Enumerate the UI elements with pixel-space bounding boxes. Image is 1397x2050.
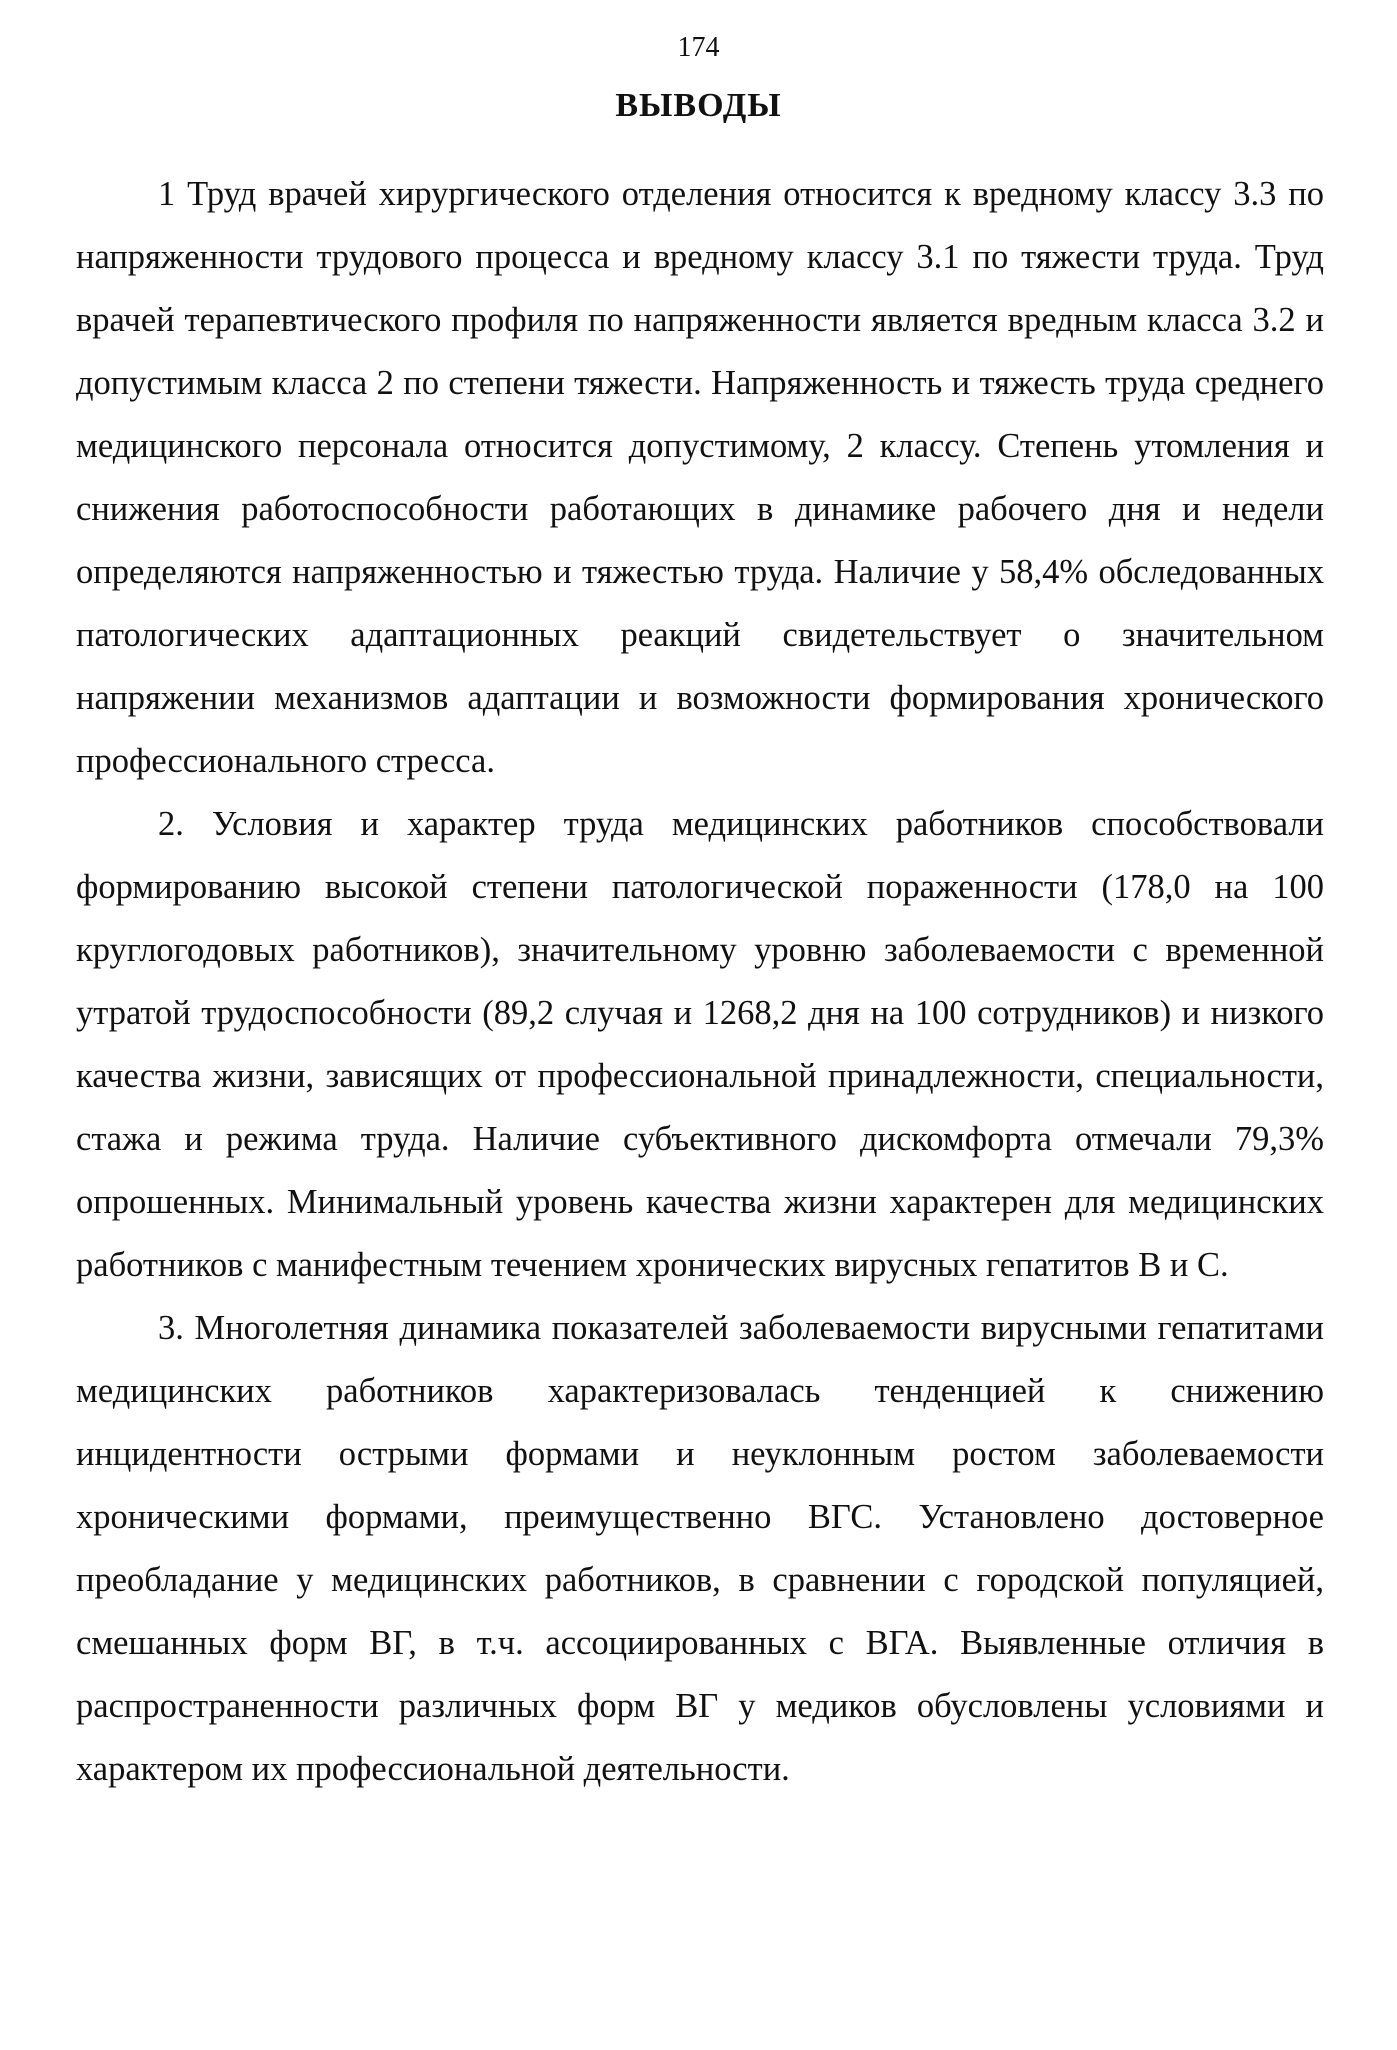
conclusion-paragraph-3: 3. Многолетняя динамика показателей заболеваемости вирусными гепатитами медицинских работников характеризовалась тенденцией к снижению инцидентности острыми формами и неуклонным ростом заболеваемости хроническими формами, преимущественно ВГС. Установлено достоверное преобладание у медицинских работников, в сравнении с городской популяцией, смешанных форм ВГ, в т.ч. ассоциированных с ВГА. Выявленные отличия в распространенности различных форм ВГ у медиков обусловлены условиями и характером их профессиональной деятельности. bbox=[76, 1309, 1324, 1788]
conclusion-paragraph-1: 1 Труд врачей хирургического отделения относится к вредному классу 3.3 по напряженности трудового процесса и вредному классу 3.1 по тяжести труда. Труд врачей терапевтического профиля по напряженности является вредным класса 3.2 и допустимым класса 2 по степени тяжести. Напряженность и тяжесть труда среднего медицинского персонала относится допустимому, 2 классу. Степень утомления и снижения работоспособности работающих в динамике рабочего дня и недели определяются напряженностью и тяжестью труда. Наличие у 58,4% обследованных патологических адаптационных реакций свидетельствует о значительном напряжении механизмов адаптации и возможности формирования хронического профессионального стресса. bbox=[76, 175, 1324, 780]
page-number: 174 bbox=[677, 32, 720, 63]
section-title: ВЫВОДЫ bbox=[615, 87, 782, 124]
conclusions-body bbox=[76, 163, 1324, 1801]
conclusion-paragraph-2: 2. Условия и характер труда медицинских работников способствовали формированию высокой степени патологической пораженности (178,0 на 100 круглогодовых работников), значительному уровню заболеваемости с временной утратой трудоспособности (89,2 случая и 1268,2 дня на 100 сотрудников) и низкого качества жизни, зависящих от профессиональной принадлежности, специальности, стажа и режима труда. Наличие субъективного дискомфорта отмечали 79,3% опрошенных. Минимальный уровень качества жизни характерен для медицинских работников с манифестным течением хронических вирусных гепатитов В и С. bbox=[76, 805, 1324, 1284]
